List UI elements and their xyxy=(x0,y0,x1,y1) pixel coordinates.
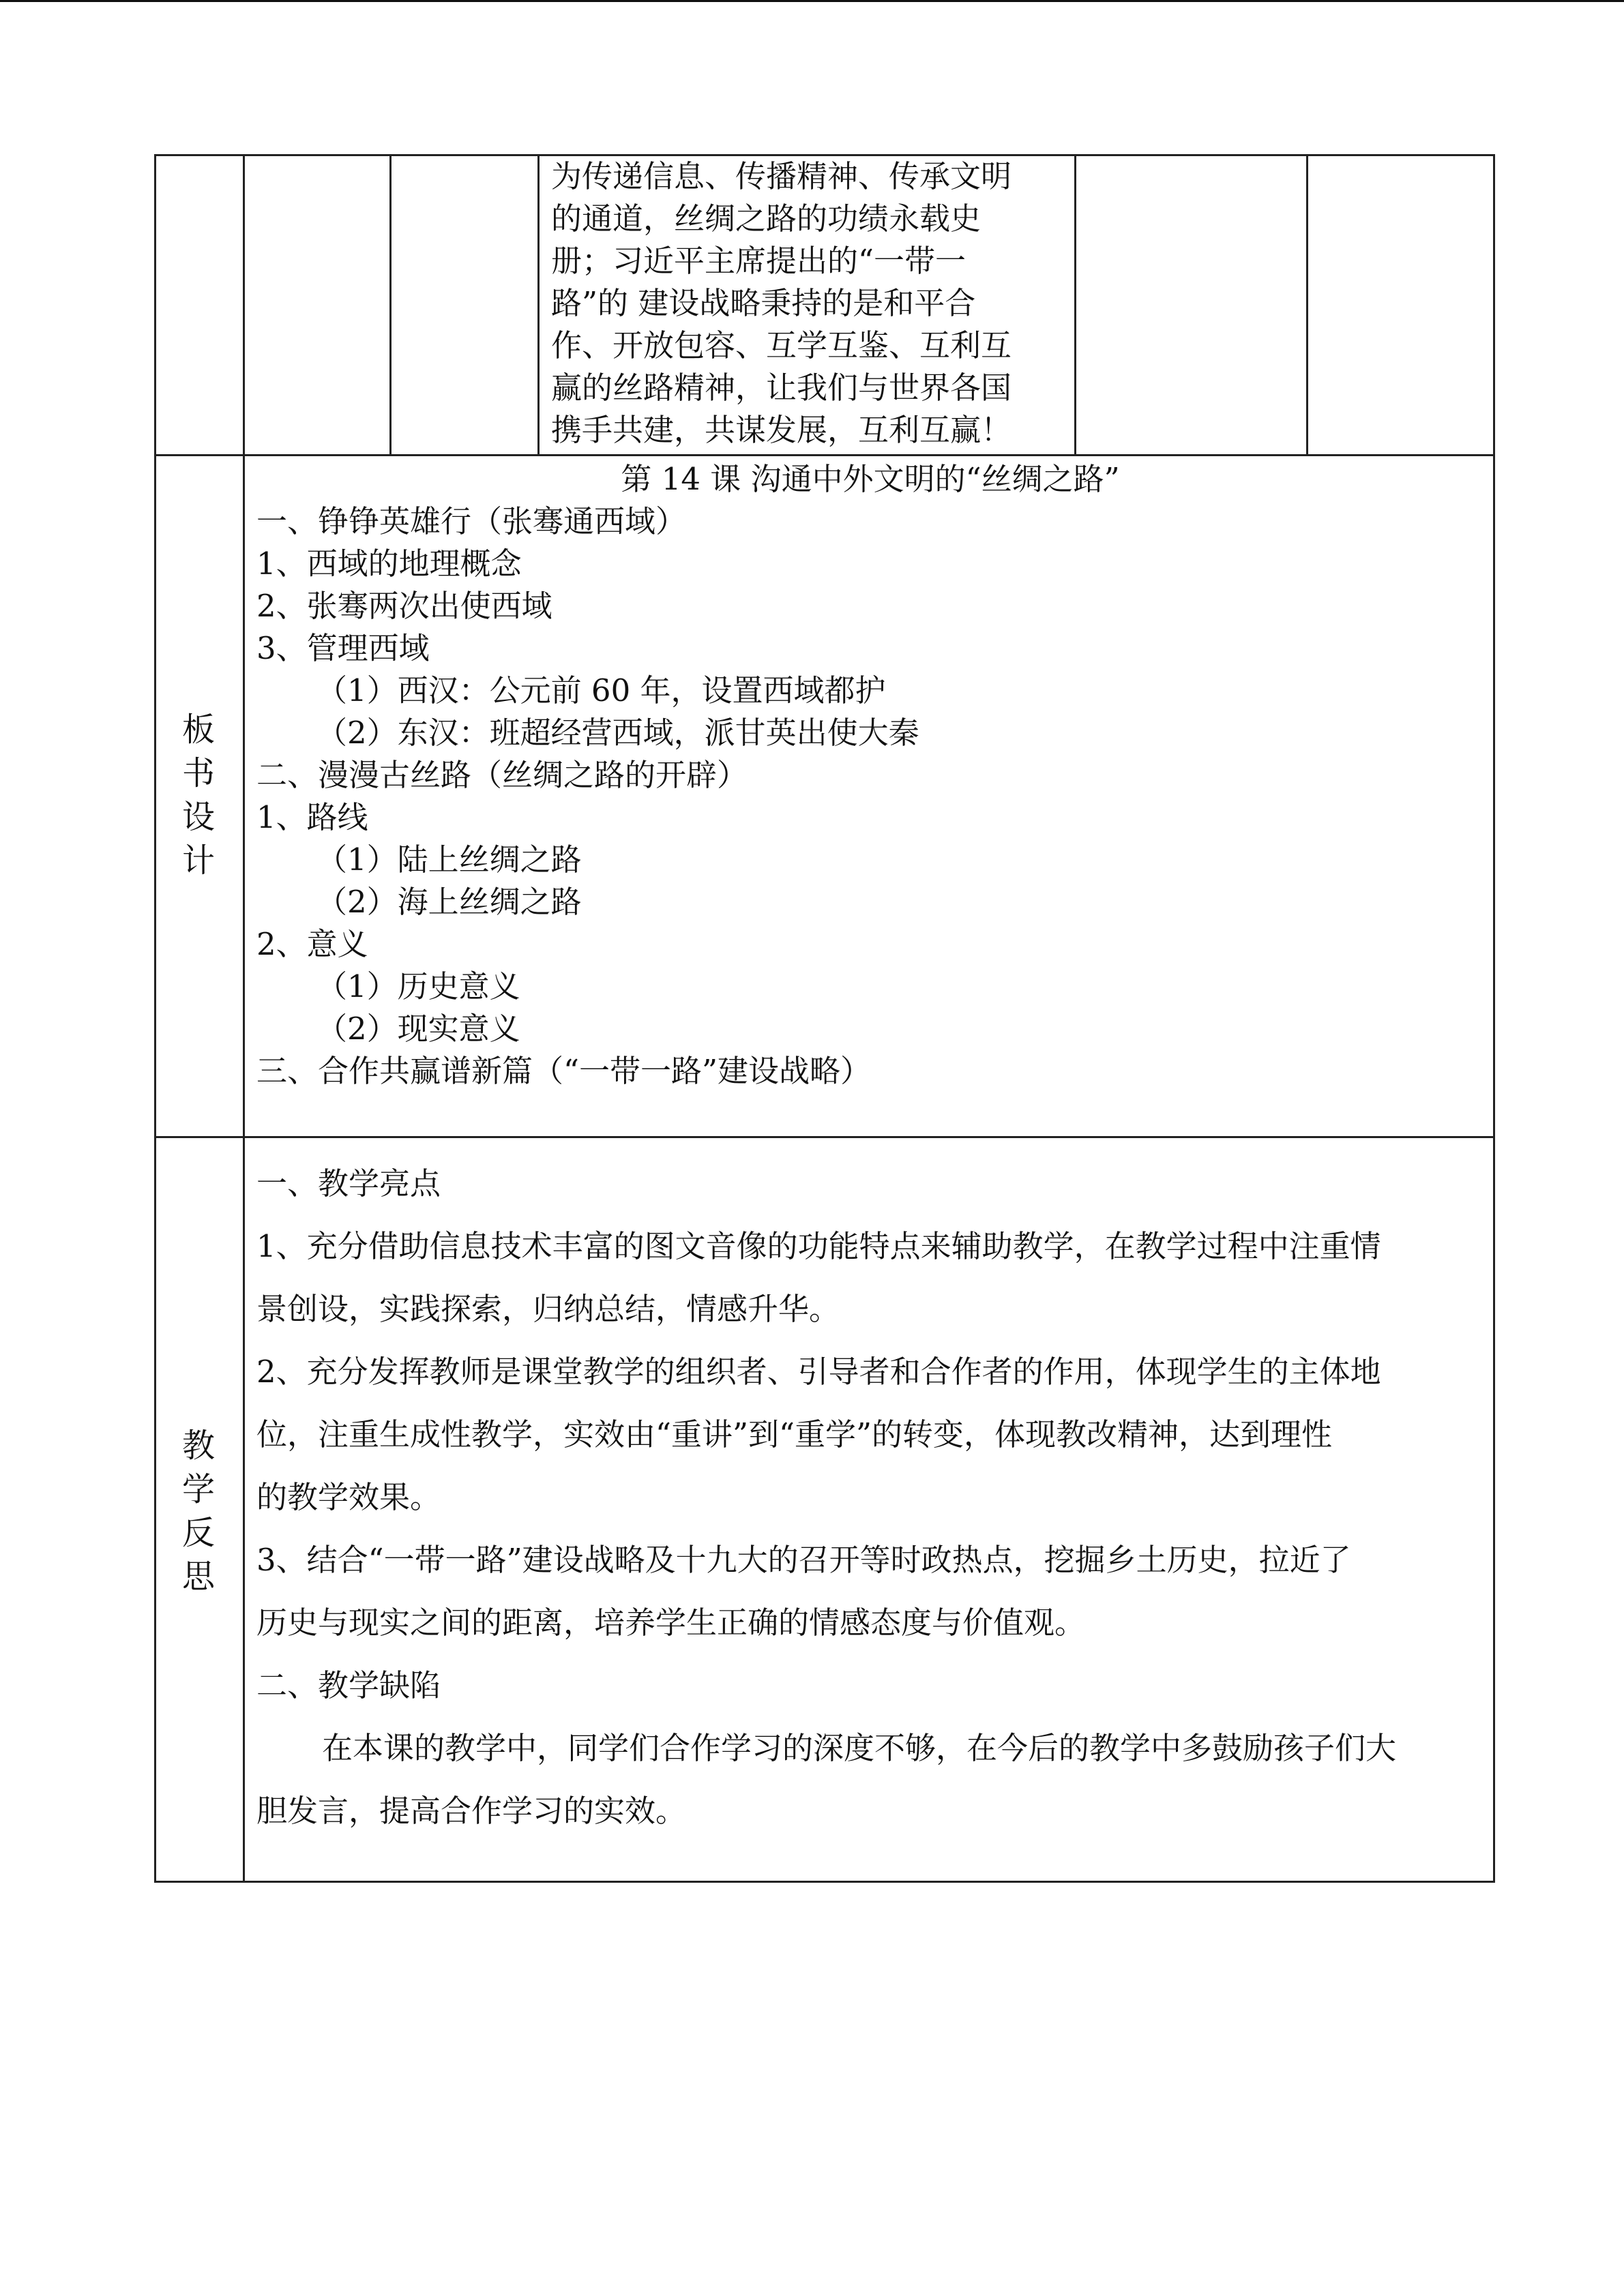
top-row-divider-2 xyxy=(537,154,540,456)
board-line: （2）东汉：班超经营西域，派甘英出使大秦 xyxy=(316,715,919,751)
board-line: 一、铮铮英雄行（张骞通西域） xyxy=(256,503,687,539)
board-line: 1、西域的地理概念 xyxy=(256,546,522,582)
label-char: 书 xyxy=(181,754,215,792)
text-line: 携手共建，共谋发展，互利互赢！ xyxy=(551,412,1012,448)
text-line: 路”的 建设战略秉持的是和平合 xyxy=(551,285,976,321)
board-line: 2、意义 xyxy=(256,926,368,962)
reflection-line: 景创设，实践探索，归纳总结，情感升华。 xyxy=(256,1291,840,1327)
table-border-bottom xyxy=(154,1881,1495,1883)
board-line: （1）西汉：公元前 60 年，设置西域都护 xyxy=(316,672,886,709)
reflection-line: 二、教学缺陷 xyxy=(256,1667,441,1703)
top-row-text-cell xyxy=(551,155,1056,451)
board-line: 1、路线 xyxy=(256,799,368,835)
board-line: （1）历史意义 xyxy=(316,968,520,1004)
page-top-border xyxy=(0,0,1624,2)
teaching-reflection-label xyxy=(158,1424,239,1598)
text-line: 的通道，丝绸之路的功绩永载史 xyxy=(551,200,981,237)
board-title: 第 14 课 沟通中外文明的“丝绸之路” xyxy=(621,461,1120,497)
reflection-line: 2、充分发挥教师是课堂教学的组织者、引导者和合作者的作用，体现学生的主体地 xyxy=(256,1354,1381,1390)
board-design-content xyxy=(256,458,1492,1092)
board-line: （2）海上丝绸之路 xyxy=(316,884,582,920)
table-border-left xyxy=(154,154,156,1883)
reflection-line: 的教学效果。 xyxy=(256,1479,441,1515)
label-char: 设 xyxy=(181,798,215,836)
board-design-label xyxy=(158,708,239,882)
reflection-line: 胆发言，提高合作学习的实效。 xyxy=(256,1793,687,1829)
reflection-line: 1、充分借助信息技术丰富的图文音像的功能特点来辅助教学，在教学过程中注重情 xyxy=(256,1228,1381,1264)
reflection-line: 位，注重生成性教学，实效由“重讲”到“重学”的转变，体现教改精神，达到理性 xyxy=(256,1416,1333,1452)
reflection-line: 在本课的教学中，同学们合作学习的深度不够，在今后的教学中多鼓励孩子们大 xyxy=(322,1730,1397,1766)
label-char: 思 xyxy=(181,1557,215,1596)
table-border-row2 xyxy=(154,1136,1495,1138)
label-char: 反 xyxy=(181,1514,215,1552)
label-column-divider xyxy=(243,154,245,1883)
label-char: 教 xyxy=(181,1427,215,1465)
board-line: （1）陆上丝绸之路 xyxy=(316,841,582,878)
teaching-reflection-content xyxy=(256,1152,1484,1843)
top-row-divider-4 xyxy=(1306,154,1308,456)
text-line: 为传递信息、传播精神、传承文明 xyxy=(551,158,1012,194)
text-line: 册；习近平主席提出的“一带一 xyxy=(551,243,966,279)
text-line: 作、开放包容、互学互鉴、互利互 xyxy=(551,327,1012,363)
top-row-divider-1 xyxy=(389,154,392,456)
reflection-line: 3、结合“一带一路”建设战略及十九大的召开等时政热点，挖掘乡土历史，拉近了 xyxy=(256,1542,1351,1578)
board-line: 3、管理西域 xyxy=(256,630,430,666)
board-line: （2）现实意义 xyxy=(316,1011,520,1047)
label-char: 计 xyxy=(181,841,215,880)
top-row-divider-3 xyxy=(1074,154,1076,456)
table-border-right xyxy=(1493,154,1495,1883)
label-char: 学 xyxy=(181,1470,215,1508)
board-line: 三、合作共赢谱新篇（“一带一路”建设战略） xyxy=(256,1053,872,1089)
board-line: 2、张骞两次出使西域 xyxy=(256,588,552,624)
table-border-row1 xyxy=(154,454,1495,456)
reflection-line: 历史与现实之间的距离，培养学生正确的情感态度与价值观。 xyxy=(256,1605,1086,1641)
board-line: 二、漫漫古丝路（丝绸之路的开辟） xyxy=(256,757,748,793)
label-char: 板 xyxy=(181,711,215,749)
reflection-line: 一、教学亮点 xyxy=(256,1165,441,1202)
text-line: 赢的丝路精神，让我们与世界各国 xyxy=(551,370,1012,406)
